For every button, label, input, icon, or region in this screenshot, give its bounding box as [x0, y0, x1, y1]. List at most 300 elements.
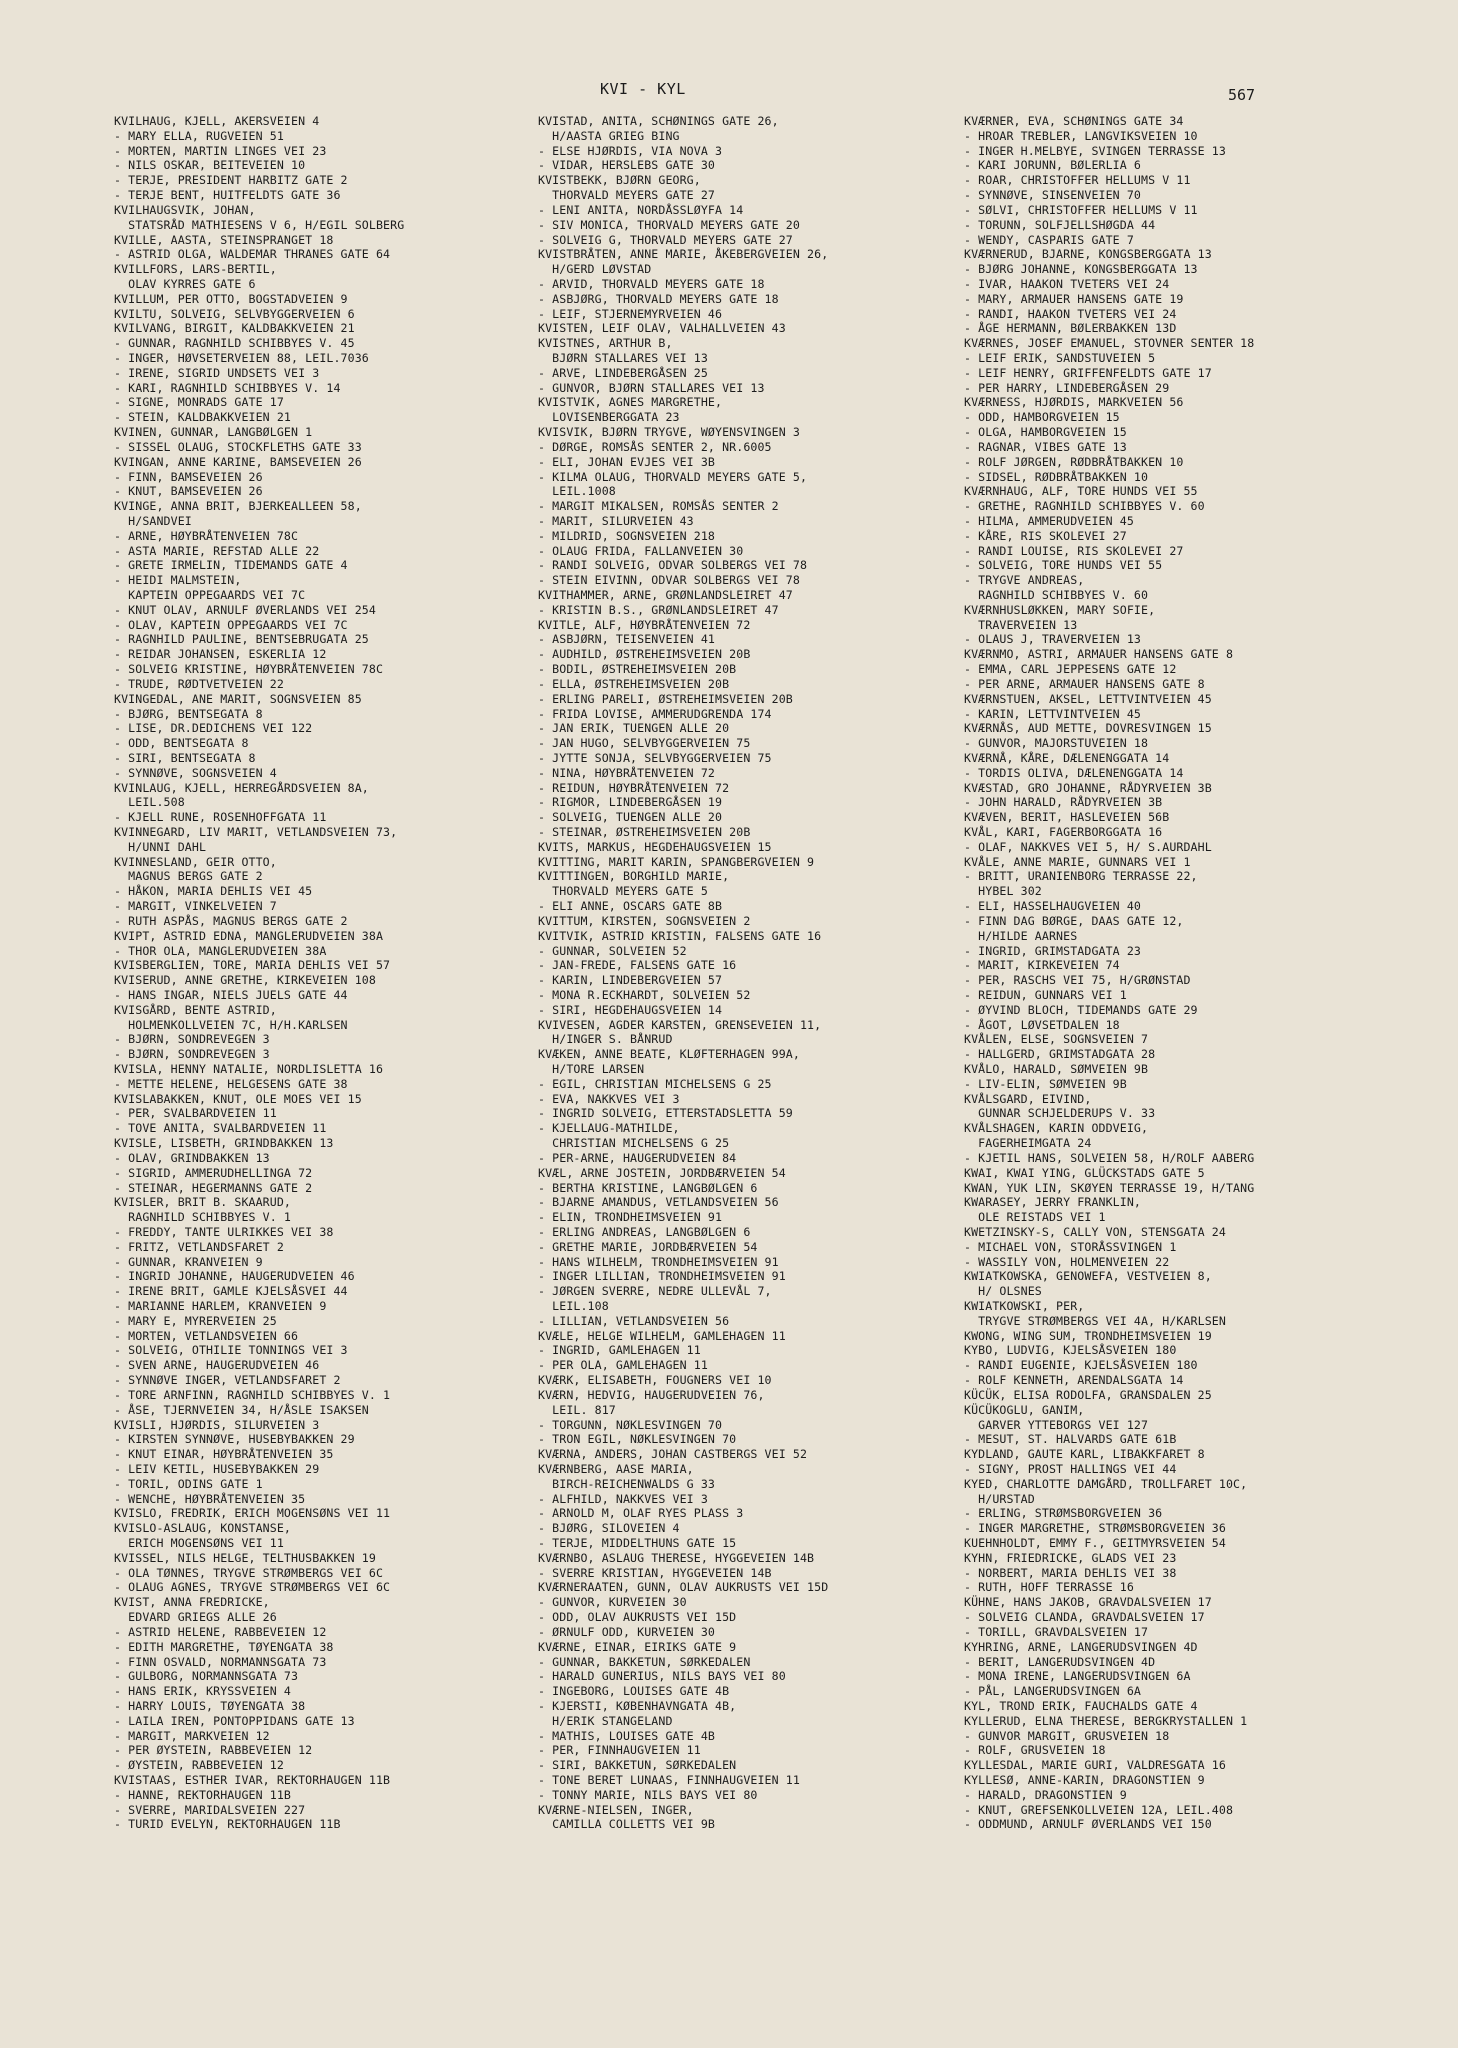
- directory-entry-line: STATSRÅD MATHIESENS V 6, H/EGIL SOLBERG: [114, 217, 405, 232]
- directory-entry-line: KVISERUD, ANNE GRETHE, KIRKEVEIEN 108: [114, 973, 376, 988]
- directory-entry-line: - KNUT, GREFSENKOLLVEIEN 12A, LEIL.408: [964, 1802, 1234, 1817]
- directory-entry-line: - PER ARNE, ARMAUER HANSENS GATE 8: [964, 676, 1205, 691]
- directory-entry-line: KVISGÅRD, BENTE ASTRID,: [114, 1002, 277, 1017]
- directory-entry-line: - GUNNAR, BAKKETUN, SØRKEDALEN: [538, 1654, 751, 1669]
- directory-entry-line: OLAV KYRRES GATE 6: [114, 276, 256, 291]
- page-range-header: KVI - KYL: [600, 80, 686, 98]
- directory-entry-line: KVÅLEN, ELSE, SOGNSVEIEN 7: [964, 1032, 1149, 1047]
- directory-entry-line: - HILMA, AMMERUDVEIEN 45: [964, 513, 1134, 528]
- directory-entry-line: - MORTEN, MARTIN LINGES VEI 23: [114, 143, 327, 158]
- directory-entry-line: - REIDUN, HØYBRÅTENVEIEN 72: [538, 780, 730, 795]
- directory-entry-line: KVÆRNSTUEN, AKSEL, LETTVINTVEIEN 45: [964, 691, 1212, 706]
- directory-entry-line: - ØRNULF ODD, KURVEIEN 30: [538, 1624, 716, 1639]
- directory-entry-line: - SVEN ARNE, HAUGERUDVEIEN 46: [114, 1358, 320, 1373]
- directory-entry-line: RAGNHILD SCHIBBYES V. 1: [114, 1210, 292, 1225]
- directory-entry-line: - HEIDI MALMSTEIN,: [114, 573, 242, 588]
- directory-entry-line: KVÆRNERAATEN, GUNN, OLAV AUKRUSTS VEI 15D: [538, 1580, 829, 1595]
- directory-entry-line: KYHN, FRIEDRICKE, GLADS VEI 23: [964, 1550, 1177, 1565]
- directory-entry-line: - LENI ANITA, NORDÅSSLØYFA 14: [538, 202, 744, 217]
- directory-entry-line: - INGER LILLIAN, TRONDHEIMSVEIEN 91: [538, 1269, 786, 1284]
- directory-entry-line: - TONNY MARIE, NILS BAYS VEI 80: [538, 1787, 758, 1802]
- directory-entry-line: - OLAUS J, TRAVERVEIEN 13: [964, 632, 1142, 647]
- directory-entry-line: - HARALD GUNERIUS, NILS BAYS VEI 80: [538, 1669, 786, 1684]
- directory-entry-line: KVIVESEN, AGDER KARSTEN, GRENSEVEIEN 11,: [538, 1017, 822, 1032]
- directory-entry-line: - JAN ERIK, TUENGEN ALLE 20: [538, 721, 730, 736]
- directory-entry-line: - LEIF, STJERNEMYRVEIEN 46: [538, 306, 723, 321]
- directory-entry-line: KVÆRNESS, HJØRDIS, MARKVEIEN 56: [964, 395, 1184, 410]
- directory-entry-line: - MARGIT, MARKVEIEN 12: [114, 1728, 270, 1743]
- directory-entry-line: - MARIT, KIRKEVEIEN 74: [964, 958, 1120, 973]
- directory-entry-line: - EGIL, CHRISTIAN MICHELSENS G 25: [538, 1076, 772, 1091]
- directory-entry-line: KVILLUM, PER OTTO, BOGSTADVEIEN 9: [114, 291, 348, 306]
- directory-entry-line: - SYNNØVE, SINSENVEIEN 70: [964, 188, 1142, 203]
- directory-entry-line: H/ OLSNES: [964, 1284, 1042, 1299]
- directory-entry-line: KVITS, MARKUS, HEGDEHAUGSVEIEN 15: [538, 839, 772, 854]
- directory-entry-line: KÜHNE, HANS JAKOB, GRAVDALSVEIEN 17: [964, 1595, 1212, 1610]
- directory-entry-line: KÜCÜK, ELISA RODOLFA, GRANSDALEN 25: [964, 1387, 1212, 1402]
- directory-entry-line: KWAI, KWAI YING, GLÜCKSTADS GATE 5: [964, 1165, 1205, 1180]
- directory-entry-line: - ELSE HJØRDIS, VIA NOVA 3: [538, 143, 723, 158]
- directory-entry-line: KVISSEL, NILS HELGE, TELTHUSBAKKEN 19: [114, 1550, 376, 1565]
- directory-entry-line: - SOLVEIG CLANDA, GRAVDALSVEIEN 17: [964, 1610, 1205, 1625]
- directory-entry-line: - FREDDY, TANTE ULRIKKES VEI 38: [114, 1224, 334, 1239]
- directory-entry-line: - DØRGE, ROMSÅS SENTER 2, NR.6005: [538, 439, 772, 454]
- column-2: [538, 114, 958, 1832]
- directory-entry-line: - THOR OLA, MANGLERUDVEIEN 38A: [114, 943, 327, 958]
- directory-entry-line: ERICH MOGENSØNS VEI 11: [114, 1536, 284, 1550]
- directory-entry-line: GUNNAR SCHJELDERUPS V. 33: [964, 1106, 1156, 1121]
- directory-entry-line: THORVALD MEYERS GATE 5: [538, 884, 708, 899]
- directory-entry-line: - ELI, JOHAN EVJES VEI 3B: [538, 454, 716, 469]
- directory-entry-line: - PER, RASCHS VEI 75, H/GRØNSTAD: [964, 973, 1191, 988]
- directory-entry-line: KÜCÜKOGLU, GANIM,: [964, 1402, 1085, 1417]
- directory-entry-line: KYHRING, ARNE, LANGERUDSVINGEN 4D: [964, 1639, 1198, 1654]
- directory-entry-line: H/URSTAD: [964, 1491, 1035, 1506]
- directory-entry-line: - SIDSEL, RØDBRÅTBAKKEN 10: [964, 469, 1149, 484]
- directory-entry-line: - KRISTIN B.S., GRØNLANDSLEIRET 47: [538, 602, 779, 617]
- directory-entry-line: - LEIV KETIL, HUSEBYBAKKEN 29: [114, 1461, 320, 1476]
- directory-entry-line: LEIL.108: [538, 1299, 609, 1313]
- directory-entry-line: - TERJE BENT, HUITFELDTS GATE 36: [114, 188, 341, 203]
- directory-entry-line: KVÆSTAD, GRO JOHANNE, RÅDYRVEIEN 3B: [964, 780, 1212, 795]
- directory-entry-line: - JOHN HARALD, RÅDYRVEIEN 3B: [964, 795, 1163, 810]
- directory-entry-line: - TORE ARNFINN, RAGNHILD SCHIBBYES V. 1: [114, 1387, 391, 1402]
- directory-entry-line: - RANDI LOUISE, RIS SKOLEVEI 27: [964, 543, 1184, 558]
- directory-entry-line: KVISTNES, ARTHUR B,: [538, 336, 673, 351]
- directory-entry-line: - JØRGEN SVERRE, NEDRE ULLEVÅL 7,: [538, 1284, 772, 1299]
- directory-entry-line: - ASBJØRG, THORVALD MEYERS GATE 18: [538, 291, 779, 306]
- directory-entry-line: - ØYSTEIN, RABBEVEIEN 12: [114, 1758, 284, 1773]
- directory-entry-line: - TRYGVE ANDREAS,: [964, 573, 1085, 588]
- directory-entry-line: - GUNVOR, KURVEIEN 30: [538, 1595, 687, 1610]
- directory-entry-line: KWONG, WING SUM, TRONDHEIMSVEIEN 19: [964, 1328, 1212, 1343]
- directory-entry-line: KVISLABAKKEN, KNUT, OLE MOES VEI 15: [114, 1091, 362, 1106]
- directory-entry-line: KWIATKOWSKA, GENOWEFA, VESTVEIEN 8,: [964, 1269, 1212, 1284]
- directory-entry-line: - TERJE, PRESIDENT HARBITZ GATE 2: [114, 173, 348, 188]
- directory-entry-line: - JAN HUGO, SELVBYGGERVEIEN 75: [538, 736, 751, 751]
- directory-entry-line: BIRCH-REICHENWALDS G 33: [538, 1476, 716, 1491]
- directory-entry-line: KVITVIK, ASTRID KRISTIN, FALSENS GATE 16: [538, 928, 822, 943]
- directory-entry-line: LOVISENBERGGATA 23: [538, 410, 680, 425]
- directory-entry-line: - STEINAR, ØSTREHEIMSVEIEN 20B: [538, 825, 751, 839]
- directory-entry-line: - SVERRE, MARIDALSVEIEN 227: [114, 1802, 306, 1817]
- directory-entry-line: - KARIN, LETTVINTVEIEN 45: [964, 706, 1142, 721]
- directory-entry-line: KVÆRN, HEDVIG, HAUGERUDVEIEN 76,: [538, 1387, 765, 1402]
- directory-entry-line: KVIPT, ASTRID EDNA, MANGLERUDVEIEN 38A: [114, 928, 384, 943]
- directory-entry-line: H/INGER S. BÅNRUD: [538, 1032, 673, 1047]
- directory-entry-line: FAGERHEIMGATA 24: [964, 1136, 1092, 1151]
- directory-entry-line: - STEIN EIVINN, ODVAR SOLBERGS VEI 78: [538, 573, 800, 588]
- directory-entry-line: KVÆRNHAUG, ALF, TORE HUNDS VEI 55: [964, 484, 1198, 499]
- directory-entry-line: - BJARNE AMANDUS, VETLANDSVEIEN 56: [538, 1195, 779, 1210]
- directory-entry-line: KYLLERUD, ELNA THERESE, BERGKRYSTALLEN 1: [964, 1713, 1248, 1728]
- directory-entry-line: - LIV-ELIN, SØMVEIEN 9B: [964, 1076, 1127, 1091]
- directory-entry-line: - MONA R.ECKHARDT, SOLVEIEN 52: [538, 987, 751, 1002]
- directory-entry-line: - HANS ERIK, KRYSSVEIEN 4: [114, 1684, 292, 1699]
- directory-entry-line: - SOLVEIG, TUENGEN ALLE 20: [538, 810, 723, 825]
- directory-entry-line: - REIDUN, GUNNARS VEI 1: [964, 987, 1127, 1002]
- directory-entry-line: KVÅLO, HARALD, SØMVEIEN 9B: [964, 1062, 1149, 1076]
- directory-entry-line: - TOVE ANITA, SVALBARDVEIEN 11: [114, 1121, 327, 1136]
- directory-entry-line: - WENDY, CASPARIS GATE 7: [964, 232, 1134, 247]
- directory-entry-line: KWAN, YUK LIN, SKØYEN TERRASSE 19, H/TANG: [964, 1180, 1255, 1195]
- directory-entry-line: - STEIN, KALDBAKKVEIEN 21: [114, 410, 292, 425]
- directory-entry-line: - LEIF HENRY, GRIFFENFELDTS GATE 17: [964, 365, 1212, 380]
- directory-entry-line: H/HILDE AARNES: [964, 928, 1078, 943]
- directory-entry-line: - ROLF, GRUSVEIEN 18: [964, 1743, 1106, 1758]
- directory-entry-line: - KARIN, LINDEBERGVEIEN 57: [538, 973, 723, 988]
- directory-entry-line: KVÆRNBERG, AASE MARIA,: [538, 1461, 694, 1476]
- directory-entry-line: KWETZINSKY-S, CALLY VON, STENSGATA 24: [964, 1224, 1226, 1239]
- directory-entry-line: KVISVIK, BJØRN TRYGVE, WØYENSVINGEN 3: [538, 425, 800, 440]
- directory-entry-line: - KARI JORUNN, BØLERLIA 6: [964, 158, 1142, 173]
- directory-entry-line: - MICHAEL VON, STORÅSSVINGEN 1: [964, 1239, 1177, 1254]
- directory-entry-line: H/AASTA GRIEG BING: [538, 128, 680, 143]
- directory-entry-line: - SIGNE, MONRADS GATE 17: [114, 395, 284, 410]
- directory-entry-line: - ODD, OLAV AUKRUSTS VEI 15D: [538, 1610, 737, 1625]
- directory-entry-line: - TORIL, ODINS GATE 1: [114, 1476, 263, 1491]
- directory-entry-line: KYBO, LUDVIG, KJELSÅSVEIEN 180: [964, 1343, 1177, 1358]
- directory-entry-line: KVINNESLAND, GEIR OTTO,: [114, 854, 277, 869]
- directory-entry-line: - MARY, ARMAUER HANSENS GATE 19: [964, 291, 1184, 306]
- directory-entry-line: - ARNOLD M, OLAF RYES PLASS 3: [538, 1506, 744, 1521]
- directory-entry-line: - SIGRID, AMMERUDHELLINGA 72: [114, 1165, 313, 1180]
- directory-entry-line: KUEHNHOLDT, EMMY F., GEITMYRSVEIEN 54: [964, 1536, 1226, 1550]
- directory-entry-line: - GRETHE, RAGNHILD SCHIBBYES V. 60: [964, 499, 1205, 514]
- directory-entry-line: KVISTEN, LEIF OLAV, VALHALLVEIEN 43: [538, 321, 786, 336]
- directory-entry-line: - MARIT, SILURVEIEN 43: [538, 513, 694, 528]
- directory-entry-line: - HANS INGAR, NIELS JUELS GATE 44: [114, 987, 348, 1002]
- directory-entry-line: - TONE BERET LUNAAS, FINNHAUGVEIEN 11: [538, 1773, 800, 1787]
- directory-entry-line: KVÆRNER, EVA, SCHØNINGS GATE 34: [964, 114, 1184, 128]
- directory-entry-line: - SISSEL OLAUG, STOCKFLETHS GATE 33: [114, 439, 362, 454]
- directory-entry-line: KVÆRNÅS, AUD METTE, DOVRESVINGEN 15: [964, 721, 1212, 736]
- directory-entry-line: - MARY E, MYRERVEIEN 25: [114, 1313, 277, 1328]
- directory-entry-line: - MARY ELLA, RUGVEIEN 51: [114, 128, 284, 143]
- directory-entry-line: - ODD, HAMBORGVEIEN 15: [964, 410, 1120, 425]
- directory-entry-line: - PER OLA, GAMLEHAGEN 11: [538, 1358, 708, 1373]
- directory-entry-line: - TORDIS OLIVA, DÆLENENGGATA 14: [964, 765, 1184, 780]
- directory-entry-line: - PER HARRY, LINDEBERGÅSEN 29: [964, 380, 1170, 395]
- directory-entry-line: - GUNNAR, RAGNHILD SCHIBBYES V. 45: [114, 336, 355, 351]
- directory-entry-line: KVILHAUG, KJELL, AKERSVEIEN 4: [114, 114, 320, 128]
- directory-entry-line: - LAILA IREN, PONTOPPIDANS GATE 13: [114, 1713, 355, 1728]
- directory-entry-line: KVÆRNÅ, KÅRE, DÆLENENGGATA 14: [964, 750, 1170, 765]
- directory-entry-line: KVIST, ANNA FREDRICKE,: [114, 1595, 270, 1610]
- directory-entry-line: - PER-ARNE, HAUGERUDVEIEN 84: [538, 1150, 737, 1165]
- directory-entry-line: KVISTAAS, ESTHER IVAR, REKTORHAUGEN 11B: [114, 1773, 391, 1787]
- directory-entry-line: KVILHAUGSVIK, JOHAN,: [114, 202, 256, 217]
- directory-entry-line: - OLAF, NAKKVES VEI 5, H/ S.AURDAHL: [964, 839, 1212, 854]
- directory-entry-line: - EVA, NAKKVES VEI 3: [538, 1091, 680, 1106]
- directory-entry-line: - FRIDA LOVISE, AMMERUDGRENDA 174: [538, 706, 772, 721]
- directory-entry-line: - STEINAR, HEGERMANNS GATE 2: [114, 1180, 313, 1195]
- directory-entry-line: - HÅKON, MARIA DEHLIS VEI 45: [114, 884, 313, 899]
- directory-entry-line: KVÆRK, ELISABETH, FOUGNERS VEI 10: [538, 1373, 772, 1388]
- directory-entry-line: - RANDI EUGENIE, KJELSÅSVEIEN 180: [964, 1358, 1198, 1373]
- directory-entry-line: - ARNE, HØYBRÅTENVEIEN 78C: [114, 528, 299, 543]
- directory-entry-line: KYL, TROND ERIK, FAUCHALDS GATE 4: [964, 1698, 1198, 1713]
- directory-entry-line: LEIL.508: [114, 795, 185, 810]
- directory-entry-line: KVILLFORS, LARS-BERTIL,: [114, 262, 277, 277]
- directory-entry-line: - ALFHILD, NAKKVES VEI 3: [538, 1491, 708, 1506]
- directory-entry-line: - HROAR TREBLER, LANGVIKSVEIEN 10: [964, 128, 1198, 143]
- directory-entry-line: - TERJE, MIDDELTHUNS GATE 15: [538, 1536, 737, 1550]
- directory-entry-line: - OLAUG AGNES, TRYGVE STRØMBERGS VEI 6C: [114, 1580, 391, 1595]
- directory-entry-line: - PER, SVALBARDVEIEN 11: [114, 1106, 277, 1121]
- directory-entry-line: - HARALD, DRAGONSTIEN 9: [964, 1787, 1127, 1802]
- directory-entry-line: - MORTEN, VETLANDSVEIEN 66: [114, 1328, 299, 1343]
- directory-entry-line: THORVALD MEYERS GATE 27: [538, 188, 716, 203]
- directory-entry-line: - SIV MONICA, THORVALD MEYERS GATE 20: [538, 217, 800, 232]
- directory-entry-line: BJØRN STALLARES VEI 13: [538, 351, 708, 365]
- directory-entry-line: KVISLI, HJØRDIS, SILURVEIEN 3: [114, 1417, 320, 1432]
- directory-entry-line: KVISTBEKK, BJØRN GEORG,: [538, 173, 701, 188]
- directory-entry-line: - NINA, HØYBRÅTENVEIEN 72: [538, 765, 716, 780]
- directory-entry-line: - LEIF ERIK, SANDSTUVEIEN 5: [964, 351, 1156, 365]
- directory-entry-line: LEIL.1008: [538, 484, 616, 499]
- directory-entry-line: H/TORE LARSEN: [538, 1062, 645, 1076]
- directory-entry-line: - ARVID, THORVALD MEYERS GATE 18: [538, 276, 765, 291]
- directory-entry-line: - HARRY LOUIS, TØYENGATA 38: [114, 1698, 306, 1713]
- directory-entry-line: - OLAV, GRINDBAKKEN 13: [114, 1150, 270, 1165]
- directory-entry-line: - KNUT OLAV, ARNULF ØVERLANDS VEI 254: [114, 602, 376, 617]
- directory-entry-line: KVÆKEN, ANNE BEATE, KLØFTERHAGEN 99A,: [538, 1047, 800, 1062]
- directory-entry-line: KVÆVEN, BERIT, HASLEVEIEN 56B: [964, 810, 1170, 825]
- directory-entry-line: - NORBERT, MARIA DEHLIS VEI 38: [964, 1565, 1177, 1580]
- directory-entry-line: - SIRI, BAKKETUN, SØRKEDALEN: [538, 1758, 737, 1773]
- directory-entry-line: - KIRSTEN SYNNØVE, HUSEBYBAKKEN 29: [114, 1432, 355, 1447]
- column-1: [114, 114, 534, 1832]
- directory-entry-line: TRYGVE STRØMBERGS VEI 4A, H/KARLSEN: [964, 1313, 1226, 1328]
- directory-entry-line: - SIGNY, PROST HALLINGS VEI 44: [964, 1461, 1177, 1476]
- directory-entry-line: - BJØRN, SONDREVEGEN 3: [114, 1047, 270, 1062]
- directory-entry-line: - PÅL, LANGERUDSVINGEN 6A: [964, 1684, 1142, 1699]
- directory-entry-line: KVISLO, FREDRIK, ERICH MOGENSØNS VEI 11: [114, 1506, 391, 1521]
- directory-entry-line: KVÆRNA, ANDERS, JOHAN CASTBERGS VEI 52: [538, 1447, 808, 1462]
- directory-entry-line: - ÅGE HERMANN, BØLERBAKKEN 13D: [964, 321, 1177, 336]
- directory-entry-line: KVINEN, GUNNAR, LANGBØLGEN 1: [114, 425, 313, 440]
- directory-entry-line: KVÆLE, HELGE WILHELM, GAMLEHAGEN 11: [538, 1328, 786, 1343]
- directory-entry-line: KYED, CHARLOTTE DAMGÅRD, TROLLFARET 10C,: [964, 1476, 1248, 1491]
- directory-entry-line: H/GERD LØVSTAD: [538, 262, 652, 277]
- directory-entry-line: - GUNVOR MARGIT, GRUSVEIEN 18: [964, 1728, 1170, 1743]
- directory-entry-line: - ELI ANNE, OSCARS GATE 8B: [538, 899, 723, 914]
- directory-entry-line: - RUTH, HOFF TERRASSE 16: [964, 1580, 1134, 1595]
- directory-entry-line: CAMILLA COLLETTS VEI 9B: [538, 1817, 716, 1832]
- directory-entry-line: - AUDHILD, ØSTREHEIMSVEIEN 20B: [538, 647, 751, 662]
- directory-entry-line: - SØLVI, CHRISTOFFER HELLUMS V 11: [964, 202, 1198, 217]
- directory-entry-line: - RAGNAR, VIBES GATE 13: [964, 439, 1127, 454]
- directory-entry-line: KVILLE, AASTA, STEINSPRANGET 18: [114, 232, 334, 247]
- directory-entry-line: - HANNE, REKTORHAUGEN 11B: [114, 1787, 292, 1802]
- directory-entry-line: - JYTTE SONJA, SELVBYGGERVEIEN 75: [538, 750, 772, 765]
- directory-entry-line: - KARI, RAGNHILD SCHIBBYES V. 14: [114, 380, 341, 395]
- directory-entry-line: - TURID EVELYN, REKTORHAUGEN 11B: [114, 1817, 341, 1832]
- directory-entry-line: - FINN OSVALD, NORMANNSGATA 73: [114, 1654, 327, 1669]
- directory-entry-line: - ROLF KENNETH, ARENDALSGATA 14: [964, 1373, 1184, 1388]
- directory-entry-line: - HANS WILHELM, TRONDHEIMSVEIEN 91: [538, 1254, 779, 1269]
- directory-entry-line: - KILMA OLAUG, THORVALD MEYERS GATE 5,: [538, 469, 808, 484]
- directory-entry-line: KVISLO-ASLAUG, KONSTANSE,: [114, 1521, 292, 1536]
- directory-entry-line: CHRISTIAN MICHELSENS G 25: [538, 1136, 730, 1151]
- directory-entry-line: - GRETE IRMELIN, TIDEMANDS GATE 4: [114, 558, 348, 573]
- directory-entry-line: KVÅLSGARD, EIVIND,: [964, 1091, 1092, 1106]
- directory-entry-line: - SOLVEIG G, THORVALD MEYERS GATE 27: [538, 232, 793, 247]
- directory-entry-line: - NILS OSKAR, BEITEVEIEN 10: [114, 158, 306, 173]
- directory-entry-line: - OLGA, HAMBORGVEIEN 15: [964, 425, 1127, 440]
- directory-entry-line: KVINGAN, ANNE KARINE, BAMSEVEIEN 26: [114, 454, 362, 469]
- directory-entry-line: - MARGIT MIKALSEN, ROMSÅS SENTER 2: [538, 499, 779, 514]
- directory-entry-line: RAGNHILD SCHIBBYES V. 60: [964, 588, 1149, 602]
- directory-entry-line: - INGRID JOHANNE, HAUGERUDVEIEN 46: [114, 1269, 355, 1284]
- directory-entry-line: HOLMENKOLLVEIEN 7C, H/H.KARLSEN: [114, 1017, 348, 1032]
- directory-entry-line: - BRITT, URANIENBORG TERRASSE 22,: [964, 869, 1198, 884]
- directory-entry-line: - WASSILY VON, HOLMENVEIEN 22: [964, 1254, 1170, 1269]
- directory-entry-line: HYBEL 302: [964, 884, 1042, 899]
- directory-entry-line: - BERTHA KRISTINE, LANGBØLGEN 6: [538, 1180, 758, 1195]
- directory-entry-line: KVITTUM, KIRSTEN, SOGNSVEIEN 2: [538, 913, 751, 928]
- directory-entry-line: KVINGEDAL, ANE MARIT, SOGNSVEIEN 85: [114, 691, 362, 706]
- directory-entry-line: KVITTINGEN, BORGHILD MARIE,: [538, 869, 730, 884]
- directory-entry-line: - ASTRID HELENE, RABBEVEIEN 12: [114, 1624, 327, 1639]
- directory-entry-line: - ASTRID OLGA, WALDEMAR THRANES GATE 64: [114, 247, 391, 262]
- directory-entry-line: - IVAR, HAAKON TVETERS VEI 24: [964, 276, 1170, 291]
- directory-entry-line: - KJETIL HANS, SOLVEIEN 58, H/ROLF AABERG: [964, 1150, 1255, 1165]
- directory-entry-line: - TORILL, GRAVDALSVEIEN 17: [964, 1624, 1149, 1639]
- directory-entry-line: - ROLF JØRGEN, RØDBRÅTBAKKEN 10: [964, 454, 1184, 469]
- directory-entry-line: - BJØRN, SONDREVEGEN 3: [114, 1032, 270, 1047]
- directory-entry-line: KYLLESDAL, MARIE GURI, VALDRESGATA 16: [964, 1758, 1226, 1773]
- directory-entry-line: KVISTBRÅTEN, ANNE MARIE, ÅKEBERGVEIEN 26,: [538, 247, 829, 262]
- directory-entry-line: - SYNNØVE, SOGNSVEIEN 4: [114, 765, 277, 780]
- directory-entry-line: - IRENE BRIT, GAMLE KJELSÅSVEI 44: [114, 1284, 348, 1299]
- directory-entry-line: - TORGUNN, NØKLESVINGEN 70: [538, 1417, 723, 1432]
- directory-entry-line: - PER ØYSTEIN, RABBEVEIEN 12: [114, 1743, 313, 1758]
- directory-entry-line: KVITLE, ALF, HØYBRÅTENVEIEN 72: [538, 617, 751, 632]
- directory-entry-line: - GUNNAR, KRANVEIEN 9: [114, 1254, 263, 1269]
- directory-entry-line: - TORUNN, SOLFJELLSHØGDA 44: [964, 217, 1156, 232]
- directory-entry-line: - INGER, HØVSETERVEIEN 88, LEIL.7036: [114, 351, 369, 365]
- directory-entry-line: - MARGIT, VINKELVEIEN 7: [114, 899, 277, 914]
- directory-entry-line: - KÅRE, RIS SKOLEVEI 27: [964, 528, 1127, 543]
- directory-entry-line: KVISTAD, ANITA, SCHØNINGS GATE 26,: [538, 114, 779, 128]
- directory-entry-line: - ELIN, TRONDHEIMSVEIEN 91: [538, 1210, 723, 1225]
- page-number: 567: [1228, 86, 1256, 104]
- directory-entry-line: - TRUDE, RØDTVETVEIEN 22: [114, 676, 284, 691]
- directory-entry-line: - KNUT EINAR, HØYBRÅTENVEIEN 35: [114, 1447, 334, 1462]
- directory-entry-line: - SOLVEIG, TORE HUNDS VEI 55: [964, 558, 1163, 573]
- directory-entry-line: - ASTA MARIE, REFSTAD ALLE 22: [114, 543, 320, 558]
- directory-entry-line: - RAGNHILD PAULINE, BENTSEBRUGATA 25: [114, 632, 369, 647]
- directory-entry-line: - GUNVOR, MAJORSTUVEIEN 18: [964, 736, 1149, 751]
- directory-entry-line: - GUNVOR, BJØRN STALLARES VEI 13: [538, 380, 765, 395]
- directory-entry-line: - EDITH MARGRETHE, TØYENGATA 38: [114, 1639, 334, 1654]
- directory-entry-line: - SOLVEIG KRISTINE, HØYBRÅTENVEIEN 78C: [114, 662, 384, 677]
- directory-entry-line: - TRON EGIL, NØKLESVINGEN 70: [538, 1432, 737, 1447]
- directory-entry-line: H/SANDVEI: [114, 513, 192, 528]
- directory-entry-line: - HALLGERD, GRIMSTADGATA 28: [964, 1047, 1156, 1062]
- directory-entry-line: - JAN-FREDE, FALSENS GATE 16: [538, 958, 737, 973]
- directory-entry-line: H/ERIK STANGELAND: [538, 1713, 673, 1728]
- column-3: [964, 114, 1404, 1832]
- directory-entry-line: - ROAR, CHRISTOFFER HELLUMS V 11: [964, 173, 1191, 188]
- directory-entry-line: KVISLE, LISBETH, GRINDBAKKEN 13: [114, 1136, 334, 1151]
- directory-entry-line: - KNUT, BAMSEVEIEN 26: [114, 484, 263, 499]
- directory-entry-line: - ELLA, ØSTREHEIMSVEIEN 20B: [538, 676, 730, 691]
- directory-entry-line: - SVERRE KRISTIAN, HYGGEVEIEN 14B: [538, 1565, 772, 1580]
- directory-entry-line: - INGRID, GRIMSTADGATA 23: [964, 943, 1142, 958]
- directory-entry-line: - BJØRG, BENTSEGATA 8: [114, 706, 263, 721]
- directory-entry-line: - INGER H.MELBYE, SVINGEN TERRASSE 13: [964, 143, 1226, 158]
- directory-entry-line: - INGER MARGRETHE, STRØMSBORGVEIEN 36: [964, 1521, 1226, 1536]
- directory-entry-line: - IRENE, SIGRID UNDSETS VEI 3: [114, 365, 320, 380]
- directory-entry-line: KVÆRNMO, ASTRI, ARMAUER HANSENS GATE 8: [964, 647, 1234, 662]
- directory-entry-line: - GRETHE MARIE, JORDBÆRVEIEN 54: [538, 1239, 758, 1254]
- directory-entry-line: OLE REISTADS VEI 1: [964, 1210, 1106, 1225]
- directory-entry-line: - FINN DAG BØRGE, DAAS GATE 12,: [964, 913, 1184, 928]
- directory-entry-line: - BJØRG, SILOVEIEN 4: [538, 1521, 680, 1536]
- directory-entry-line: - KJELL RUNE, ROSENHOFFGATA 11: [114, 810, 327, 825]
- directory-entry-line: - ODDMUND, ARNULF ØVERLANDS VEI 150: [964, 1817, 1212, 1832]
- directory-entry-line: KVÆRNES, JOSEF EMANUEL, STOVNER SENTER 18: [964, 336, 1255, 351]
- directory-entry-line: KVINLAUG, KJELL, HERREGÅRDSVEIEN 8A,: [114, 780, 369, 795]
- directory-entry-line: - MESUT, ST. HALVARDS GATE 61B: [964, 1432, 1177, 1447]
- directory-entry-line: - SIRI, HEGDEHAUGSVEIEN 14: [538, 1002, 723, 1017]
- directory-entry-line: - SOLVEIG, OTHILIE TONNINGS VEI 3: [114, 1343, 348, 1358]
- directory-entry-line: - SIRI, BENTSEGATA 8: [114, 750, 256, 765]
- directory-entry-line: - FRITZ, VETLANDSFARET 2: [114, 1239, 284, 1254]
- directory-entry-line: KVISLA, HENNY NATALIE, NORDLISLETTA 16: [114, 1062, 384, 1076]
- directory-entry-line: - ERLING PARELI, ØSTREHEIMSVEIEN 20B: [538, 691, 793, 706]
- directory-entry-line: KVITHAMMER, ARNE, GRØNLANDSLEIRET 47: [538, 588, 793, 602]
- directory-entry-line: - LILLIAN, VETLANDSVEIEN 56: [538, 1313, 730, 1328]
- directory-entry-line: - OLA TØNNES, TRYGVE STRØMBERGS VEI 6C: [114, 1565, 384, 1580]
- directory-entry-line: - WENCHE, HØYBRÅTENVEIEN 35: [114, 1491, 306, 1506]
- directory-entry-line: KVÆRNBO, ASLAUG THERESE, HYGGEVEIEN 14B: [538, 1550, 815, 1565]
- directory-entry-line: KVÆRNHUSLØKKEN, MARY SOFIE,: [964, 602, 1156, 617]
- directory-entry-line: - FINN, BAMSEVEIEN 26: [114, 469, 263, 484]
- directory-entry-line: - BODIL, ØSTREHEIMSVEIEN 20B: [538, 662, 737, 677]
- directory-entry-line: KWIATKOWSKI, PER,: [964, 1299, 1085, 1313]
- directory-entry-line: KVÆRNERUD, BJARNE, KONGSBERGGATA 13: [964, 247, 1212, 262]
- directory-entry-line: - MATHIS, LOUISES GATE 4B: [538, 1728, 716, 1743]
- directory-entry-line: KVILVANG, BIRGIT, KALDBAKKVEIEN 21: [114, 321, 355, 336]
- directory-entry-line: - GUNNAR, SOLVEIEN 52: [538, 943, 687, 958]
- directory-entry-line: - PER, FINNHAUGVEIEN 11: [538, 1743, 701, 1758]
- directory-entry-line: - ÅGOT, LØVSETDALEN 18: [964, 1017, 1120, 1032]
- directory-entry-line: - ØYVIND BLOCH, TIDEMANDS GATE 29: [964, 1002, 1198, 1017]
